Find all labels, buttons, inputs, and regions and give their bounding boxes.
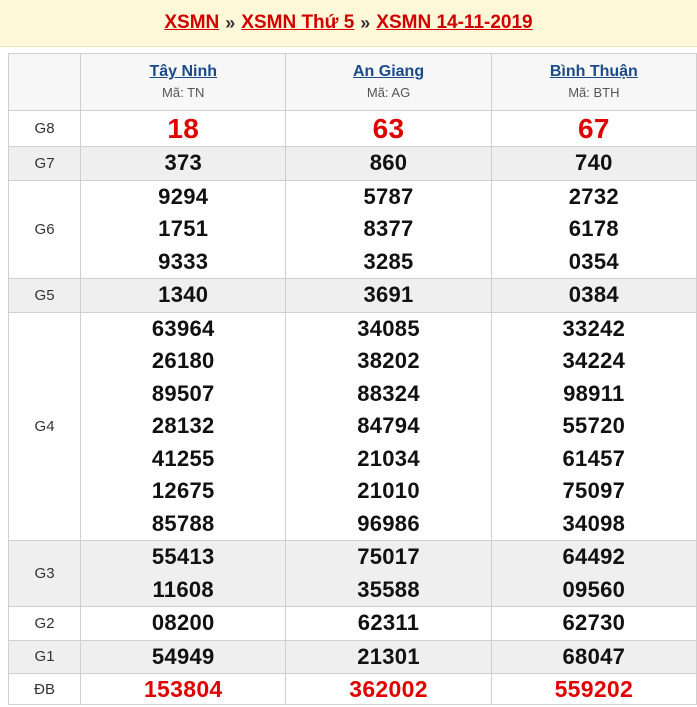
prize-number: 740 bbox=[575, 150, 613, 175]
prize-cell bbox=[491, 640, 696, 674]
prize-number: 63964 bbox=[151, 315, 215, 341]
prize-number: 860 bbox=[369, 150, 408, 175]
prize-number: 35588 bbox=[357, 576, 420, 602]
prize-cell bbox=[286, 674, 491, 705]
prize-number: 34224 bbox=[562, 348, 626, 373]
prize-cell bbox=[286, 279, 491, 313]
prize-cell bbox=[286, 541, 491, 607]
prize-number: 362002 bbox=[349, 676, 428, 702]
prize-number: 61457 bbox=[562, 445, 626, 471]
prize-cell bbox=[81, 180, 286, 279]
province-link[interactable]: Bình Thuận bbox=[549, 63, 638, 80]
province-header bbox=[286, 54, 491, 111]
prize-number: 62311 bbox=[357, 610, 420, 635]
prize-cell bbox=[286, 312, 491, 541]
prize-cell bbox=[286, 607, 491, 641]
prize-number: 88324 bbox=[357, 380, 420, 406]
prize-number: 18 bbox=[167, 113, 200, 144]
prize-number: 34085 bbox=[357, 315, 420, 341]
prize-number: 3285 bbox=[363, 248, 414, 274]
prize-row-g4 bbox=[9, 312, 697, 541]
prize-cell bbox=[491, 279, 696, 313]
prize-row-g2 bbox=[9, 607, 697, 641]
prize-number: 55720 bbox=[562, 413, 626, 438]
prize-number: 89507 bbox=[151, 380, 215, 406]
province-code: Mã: AG bbox=[366, 85, 411, 100]
prize-cell bbox=[491, 541, 696, 607]
prize-cell bbox=[491, 674, 696, 705]
prize-number: 96986 bbox=[357, 510, 420, 536]
prize-row-g1 bbox=[9, 640, 697, 674]
prize-number: 21034 bbox=[357, 445, 420, 471]
prize-number: 75017 bbox=[357, 544, 420, 569]
prize-number: 75097 bbox=[562, 478, 626, 503]
prize-number: 33242 bbox=[562, 315, 626, 341]
prize-number: 9294 bbox=[158, 183, 209, 209]
prize-label: G4 bbox=[9, 312, 81, 541]
prize-number: 12675 bbox=[151, 478, 215, 503]
prize-number: 559202 bbox=[554, 676, 634, 702]
prize-number: 63 bbox=[372, 113, 405, 144]
prize-cell bbox=[491, 607, 696, 641]
prize-cell bbox=[286, 640, 491, 674]
prize-number: 5787 bbox=[363, 183, 414, 209]
prize-cell bbox=[81, 541, 286, 607]
prize-number: 38202 bbox=[357, 348, 420, 373]
prize-cell bbox=[491, 111, 696, 147]
prize-label: G8 bbox=[9, 111, 81, 147]
prize-row-g8 bbox=[9, 111, 697, 147]
breadcrumb-separator: » bbox=[225, 12, 236, 33]
prize-number: 0384 bbox=[568, 282, 619, 307]
prize-cell bbox=[81, 312, 286, 541]
prize-number: 3691 bbox=[363, 282, 414, 307]
prize-number: 54949 bbox=[151, 643, 215, 669]
prize-number: 6178 bbox=[568, 216, 619, 241]
prize-number: 64492 bbox=[562, 544, 626, 569]
prize-label: G3 bbox=[9, 541, 81, 607]
prize-number: 21010 bbox=[357, 478, 420, 503]
prize-label: G5 bbox=[9, 279, 81, 313]
prize-label: ĐB bbox=[9, 674, 81, 705]
prize-cell bbox=[81, 111, 286, 147]
prize-number: 373 bbox=[164, 150, 203, 175]
prize-number: 84794 bbox=[357, 413, 420, 438]
prize-number: 2732 bbox=[568, 183, 619, 209]
prize-number: 08200 bbox=[151, 610, 215, 635]
prize-number: 34098 bbox=[562, 510, 626, 536]
province-code: Mã: TN bbox=[162, 85, 205, 100]
prize-number: 1340 bbox=[158, 282, 209, 307]
table-header-row bbox=[9, 54, 697, 111]
prize-number: 68047 bbox=[562, 643, 626, 669]
prize-cell bbox=[491, 180, 696, 279]
prize-number: 85788 bbox=[151, 510, 215, 536]
prize-cell bbox=[286, 111, 491, 147]
prize-cell bbox=[286, 147, 491, 181]
breadcrumb-link-date[interactable]: XSMN 14-11-2019 bbox=[376, 12, 533, 33]
prize-number: 153804 bbox=[143, 676, 223, 702]
province-header bbox=[81, 54, 286, 111]
prize-label: G6 bbox=[9, 180, 81, 279]
prize-cell bbox=[81, 607, 286, 641]
prize-cell bbox=[491, 312, 696, 541]
prize-cell bbox=[81, 279, 286, 313]
prize-number: 21301 bbox=[357, 643, 420, 669]
prize-label: G2 bbox=[9, 607, 81, 641]
prize-number: 1751 bbox=[158, 216, 209, 241]
breadcrumb-separator: » bbox=[360, 12, 371, 33]
prize-row-g3 bbox=[9, 541, 697, 607]
prize-number: 55413 bbox=[151, 544, 215, 569]
prize-cell bbox=[81, 640, 286, 674]
province-code: Mã: BTH bbox=[568, 85, 620, 100]
prize-cell bbox=[81, 147, 286, 181]
prize-number: 26180 bbox=[151, 348, 215, 373]
prize-number: 41255 bbox=[151, 445, 215, 471]
prize-number: 62730 bbox=[562, 610, 626, 635]
corner-cell bbox=[9, 54, 81, 111]
prize-row-g5 bbox=[9, 279, 697, 313]
prize-row-g7 bbox=[9, 147, 697, 181]
province-link[interactable]: Tây Ninh bbox=[149, 63, 218, 80]
prize-number: 28132 bbox=[151, 413, 215, 438]
prize-number: 09560 bbox=[562, 576, 626, 602]
prize-number: 11608 bbox=[152, 576, 214, 602]
province-header bbox=[491, 54, 696, 111]
prize-number: 98911 bbox=[563, 380, 625, 406]
prize-row-db bbox=[9, 674, 697, 705]
prize-number: 9333 bbox=[158, 248, 209, 274]
prize-number: 0354 bbox=[568, 248, 619, 274]
prize-number: 67 bbox=[577, 113, 610, 144]
prize-number: 8377 bbox=[363, 216, 414, 241]
province-link[interactable]: An Giang bbox=[352, 63, 425, 80]
prize-label: G1 bbox=[9, 640, 81, 674]
breadcrumb-link-xsmn[interactable]: XSMN bbox=[164, 12, 220, 33]
prize-row-g6 bbox=[9, 180, 697, 279]
breadcrumb bbox=[0, 0, 697, 47]
results-table bbox=[8, 53, 697, 705]
prize-cell bbox=[81, 674, 286, 705]
prize-cell bbox=[491, 147, 696, 181]
prize-label: G7 bbox=[9, 147, 81, 181]
prize-cell bbox=[286, 180, 491, 279]
breadcrumb-link-weekday[interactable]: XSMN Thứ 5 bbox=[241, 12, 355, 33]
